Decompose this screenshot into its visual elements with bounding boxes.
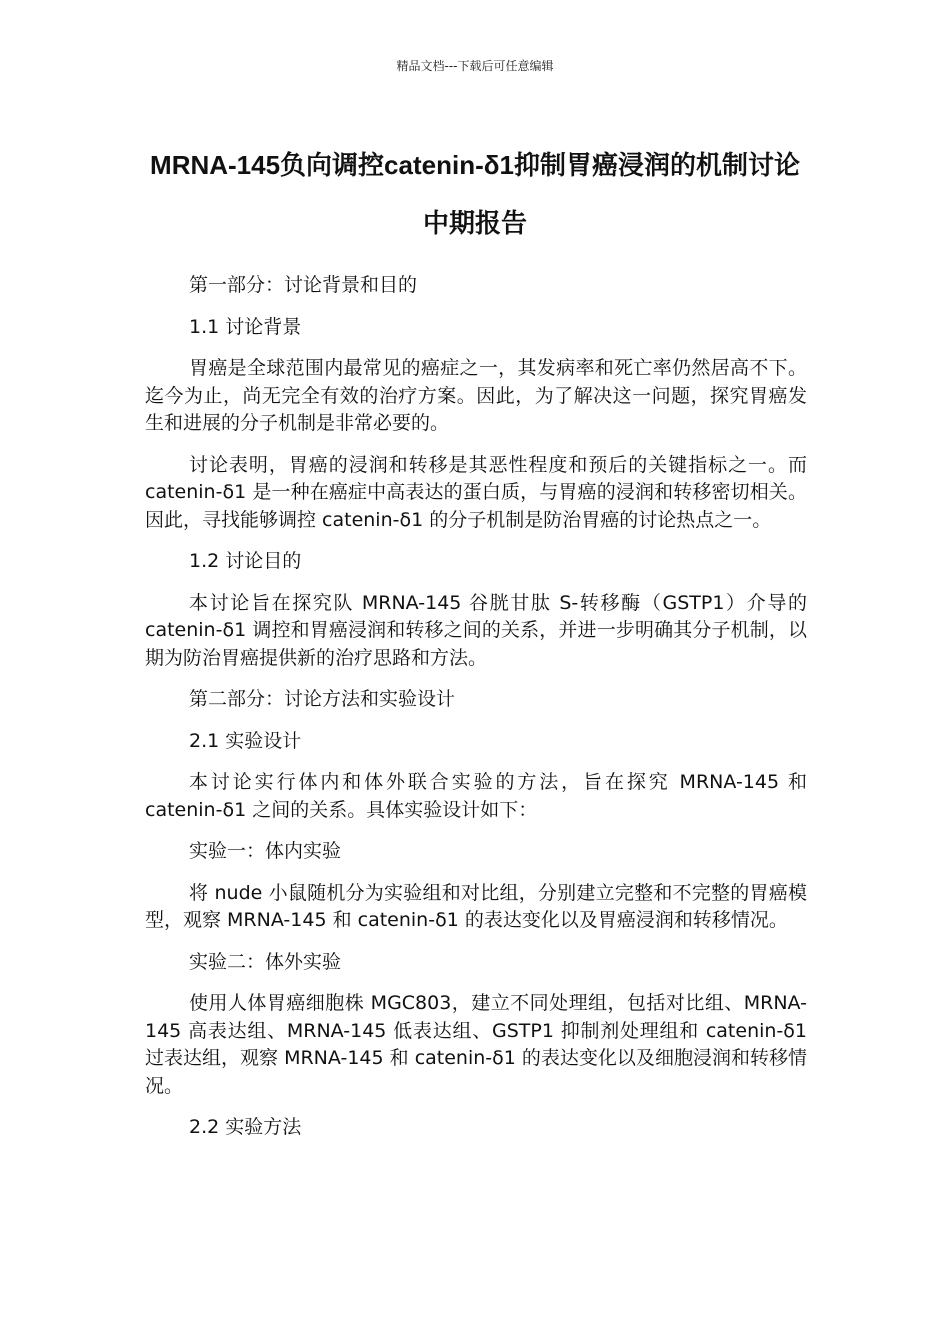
body-paragraph: 讨论表明，胃癌的浸润和转移是其恶性程度和预后的关键指标之一。而 catenin-δ1 是一种在癌症中高表达的蛋白质，与胃癌的浸润和转移密切相关。因此，寻找能够调控 catenin-δ1 的分子机制是防治胃癌的讨论热点之一。 [145, 453, 807, 531]
section-heading-part-1: 第一部分：讨论背景和目的 [189, 274, 418, 296]
body-paragraph: 使用人体胃癌细胞株 MGC803，建立不同处理组，包括对比组、MRNA-145 高表达组、MRNA-145 低表达组、GSTP1 抑制剂处理组和 catenin-δ1 过表达组，观察 MRNA-145 和 catenin-δ1 的表达变化以及细胞浸润和转移情况。 [145, 992, 807, 1097]
page-header: 精品文档---下载后可任意编辑 [396, 59, 554, 73]
subsection-heading-1-2: 1.2 讨论目的 [189, 550, 302, 572]
body-paragraph: 胃癌是全球范围内最常见的癌症之一，其发病率和死亡率仍然居高不下。迄今为止，尚无完全有效的治疗方案。因此，为了解决这一问题，探究胃癌发生和进展的分子机制是非常必要的。 [145, 357, 807, 434]
document-title: MRNA-145负向调控catenin-δ1抑制胃癌浸润的机制讨论中期报告 [150, 150, 800, 238]
section-heading-part-2: 第二部分：讨论方法和实验设计 [189, 688, 456, 710]
experiment-heading-1: 实验一：体内实验 [189, 840, 342, 862]
subsection-heading-2-1: 2.1 实验设计 [189, 729, 302, 752]
experiment-heading-2: 实验二：体外实验 [189, 950, 342, 973]
body-paragraph: 本讨论旨在探究队 MRNA-145 谷胱甘肽 S-转移酶（GSTP1）介导的 catenin-δ1 调控和胃癌浸润和转移之间的关系，并进一步明确其分子机制，以期为防治胃癌提供新的治疗思路和方法。 [145, 591, 807, 669]
subsection-heading-2-2: 2.2 实验方法 [189, 1116, 302, 1138]
body-paragraph: 本讨论实行体内和体外联合实验的方法，旨在探究 MRNA-145 和 catenin-δ1 之间的关系。具体实验设计如下： [145, 771, 807, 821]
subsection-heading-1-1: 1.1 讨论背景 [189, 315, 302, 338]
document-body [145, 272, 807, 1156]
body-paragraph: 将 nude 小鼠随机分为实验组和对比组，分别建立完整和不完整的胃癌模型，观察 MRNA-145 和 catenin-δ1 的表达变化以及胃癌浸润和转移情况。 [145, 881, 807, 931]
